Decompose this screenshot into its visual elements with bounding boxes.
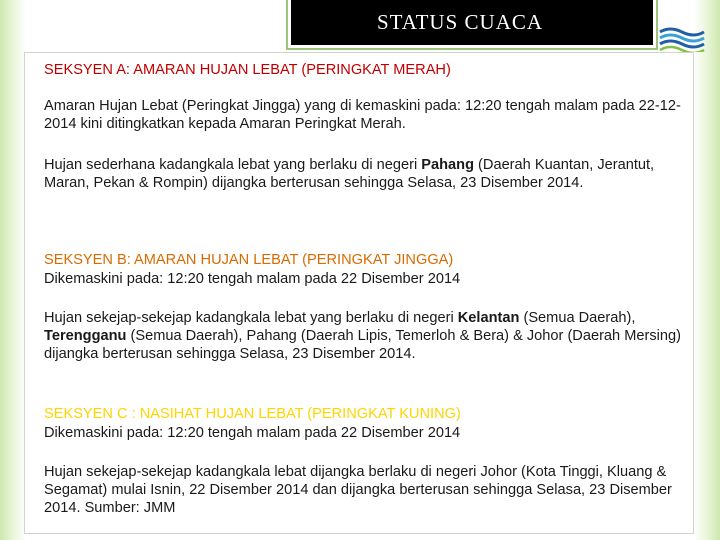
text-span: (Semua Daerah), Pahang (Daerah Lipis, Temerloh & Bera) & Johor (Daerah Mersing) dijangka berterusan sehingga Selasa, 23 Disember 2014. <box>44 328 681 362</box>
section-b-updated: Dikemaskini pada: 12:20 tengah malam pada 22 Disember 2014 <box>44 271 461 287</box>
jmm-wave-logo-icon <box>658 26 706 52</box>
section-a-heading: SEKSYEN A: AMARAN HUJAN LEBAT (PERINGKAT MERAH) <box>44 62 451 78</box>
state-pahang: Pahang <box>421 157 474 173</box>
page-title: STATUS CUACA <box>376 10 544 34</box>
text-span: Hujan sekejap-sekejap kadangkala lebat yang berlaku di negeri <box>44 310 458 326</box>
text-span: Hujan sederhana kadangkala lebat yang berlaku di negeri <box>44 157 422 173</box>
text-span: (Semua Daerah), <box>519 310 636 326</box>
section-b-paragraph <box>44 309 684 363</box>
state-kelantan: Kelantan <box>457 310 520 326</box>
state-terengganu: Terengganu <box>44 328 127 344</box>
section-c-updated: Dikemaskini pada: 12:20 tengah malam pada 22 Disember 2014 <box>44 425 461 441</box>
text-span: (Daerah Kuantan, Jerantut, Maran, Pekan & Rompin) dijangka berterusan sehingga Selasa, 23 Disember 2014. <box>44 157 655 191</box>
section-c-heading: SEKSYEN C : NASIHAT HUJAN LEBAT (PERINGKAT KUNING) <box>44 406 461 422</box>
title-banner <box>288 0 656 48</box>
section-b-heading: SEKSYEN B: AMARAN HUJAN LEBAT (PERINGKAT JINGGA) <box>44 252 454 268</box>
section-a-paragraph-1: Amaran Hujan Lebat (Peringkat Jingga) yang di kemaskini pada: 12:20 tengah malam pada 22-12-2014 kini ditingkatkan kepada Amaran Peringkat Merah. <box>44 98 681 132</box>
section-c-paragraph: Hujan sekejap-sekejap kadangkala lebat dijangka berlaku di negeri Johor (Kota Tinggi, Kluang & Segamat) mulai Isnin, 22 Disember 2014 dan dijangka berterusan sehingga Selasa, 23 Disember 2014. Sumber: JMM <box>44 464 672 516</box>
section-a-paragraph-2 <box>44 156 684 192</box>
